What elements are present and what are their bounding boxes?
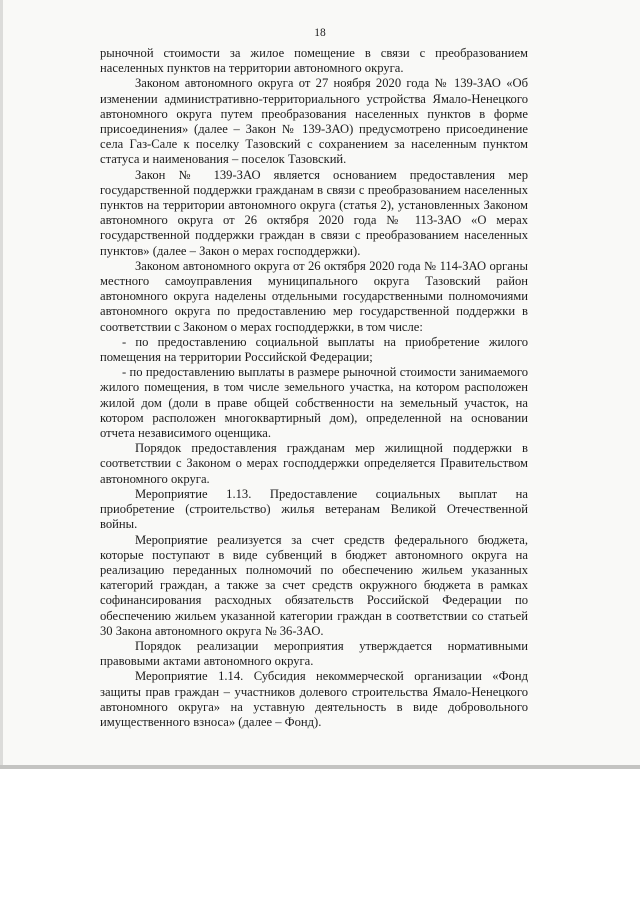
paragraph: Законом автономного округа от 26 октября 2020 года № 114-ЗАО органы местного самоуправления муниципального округа Тазовский район автономного округа наделены отдельными государственными полномочиями автономного округа по предоставлению мер государственной поддержки в соответствии с Законом о мерах господдержки, в том числе:: [100, 258, 528, 334]
paragraph: Мероприятие реализуется за счет средств федерального бюджета, которые поступают в виде субвенций в бюджет автономного округа на реализацию переданных полномочий по обеспечению жильем указанных категорий граждан, а также за счет средств окружного бюджета в рамках софинансирования расходных обязательств Российской Федерации по обеспечению жильем указанной категории граждан в соответствии со статьей 30 Закона автономного округа № 36-ЗАО.: [100, 532, 528, 638]
paragraph: Мероприятие 1.13. Предоставление социальных выплат на приобретение (строительство) жилья ветеранам Великой Отечественной войны.: [100, 486, 528, 532]
list-item: - по предоставлению выплаты в размере рыночной стоимости занимаемого жилого помещения, в том числе земельного участка, на котором расположен жилой дом (доли в праве общей собственности на земельный участок, на котором расположен многоквартирный дом), определенной на основании отчета независимого оценщика.: [100, 365, 528, 441]
page-number: 18: [314, 27, 326, 39]
scan-edge-bottom: [0, 765, 640, 769]
paragraph: Закон № 139-ЗАО является основанием предоставления мер государственной поддержки гражданам в связи с преобразованием населенных пунктов на территории автономного округа (статья 2), установленных Законом автономного округа от 26 октября 2020 года № 113-ЗАО «О мерах государственной поддержки граждан в связи с преобразованием населенных пунктов» (далее – Закон о мерах господдержки).: [100, 167, 528, 258]
document-body: [100, 46, 528, 730]
paragraph: Порядок реализации мероприятия утверждается нормативными правовыми актами автономного округа.: [100, 638, 528, 669]
paragraph: Порядок предоставления гражданам мер жилищной поддержки в соответствии с Законом о мерах господдержки определяется Правительством автономного округа.: [100, 441, 528, 486]
scan-edge-left: [0, 0, 3, 768]
paragraph: Мероприятие 1.14. Субсидия некоммерческой организации «Фонд защиты прав граждан – участников долевого строительства Ямало-Ненецкого автономного округа» на уставную деятельность в виде добровольного имущественного взноса» (далее – Фонд).: [100, 669, 528, 729]
paragraph: Законом автономного округа от 27 ноября 2020 года № 139-ЗАО «Об изменении административно-территориального устройства Ямало-Ненецкого автономного округа путем преобразования населенных пунктов в форме присоединения» (далее – Закон № 139-ЗАО) предусмотрено присоединение села Газ-Сале к поселку Тазовский с сохранением за населенным пунктом статуса и наименования – поселок Тазовский.: [100, 76, 528, 167]
list-item: - по предоставлению социальной выплаты на приобретение жилого помещения на территории Российской Федерации;: [100, 334, 528, 365]
paragraph: рыночной стоимости за жилое помещение в связи с преобразованием населенных пунктов на территории автономного округа.: [100, 46, 528, 76]
